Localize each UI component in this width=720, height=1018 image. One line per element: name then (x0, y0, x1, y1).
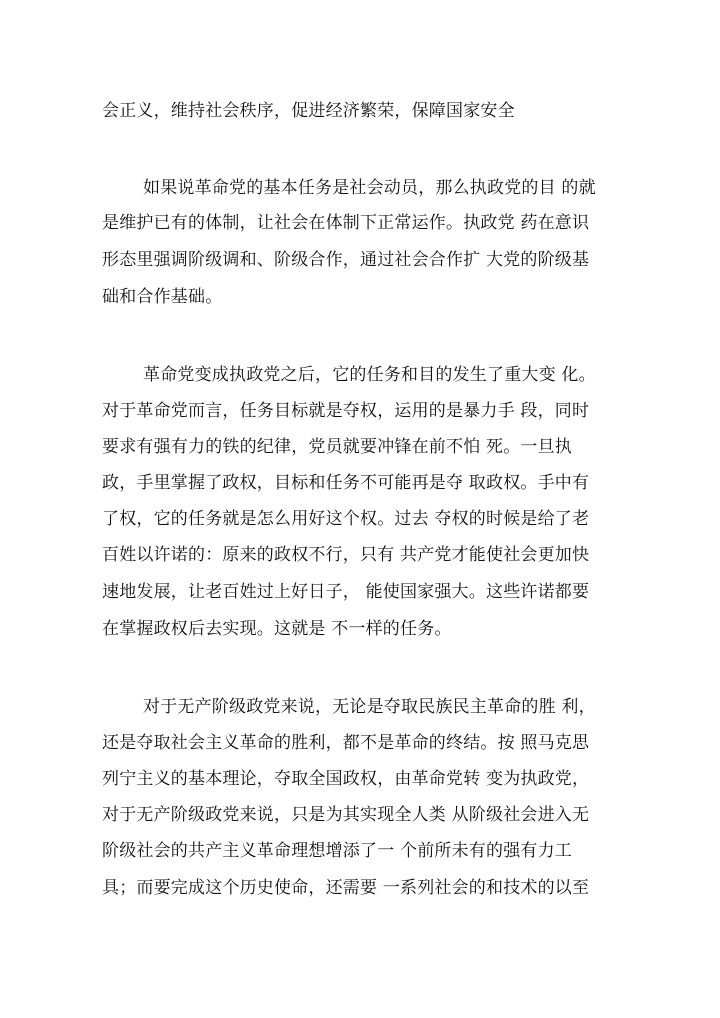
paragraph-3-line-5: 了权，它的任务就是怎么用好这个权。过去 夺权的时候是给了老 (102, 509, 590, 529)
paragraph-2-line-4: 础和合作基础。 (102, 287, 223, 307)
paragraph-4-line-1: 对于无产阶级政党来说，无论是夺取民族民主革命的胜 利， (143, 697, 596, 717)
paragraph-4-line-4: 对于无产阶级政党来说，只是为其实现全人类 从阶级社会进入无 (102, 805, 590, 825)
paragraph-3-line-8: 在掌握政权后去实现。这就是 不一样的任务。 (102, 619, 452, 639)
paragraph-3-line-7: 速地发展，让老百姓过上好日子， 能使国家强大。这些许诺都要 (102, 582, 590, 602)
paragraph-3-line-1: 革命党变成执政党之后，它的任务和目的发生了重大变 化。 (143, 365, 596, 385)
paragraph-2-line-3: 形态里强调阶级调和、阶级合作，通过社会合作扩 大党的阶级基 (102, 250, 590, 270)
paragraph-4-line-2: 还是夺取社会主义革命的胜利，都不是革命的终结。按 照马克思 (102, 733, 590, 753)
paragraph-4-line-3: 列宁主义的基本理论，夺取全国政权，由革命党转 变为执政党， (102, 769, 590, 789)
paragraph-4-line-6: 具；而要完成这个历史使命，还需要 一系列社会的和技术的以至 (102, 878, 590, 898)
paragraph-3-line-2: 对于革命党而言，任务目标就是夺权，运用的是暴力手 段，同时 (102, 401, 590, 421)
paragraph-1-line-1: 会正义，维持社会秩序，促进经济繁荣，保障国家安全 (102, 101, 515, 121)
paragraph-3-line-6: 百姓以许诺的：原来的政权不行，只有 共产党才能使社会更加快 (102, 545, 590, 565)
paragraph-3-line-4: 政，手里掌握了政权，目标和任务不可能再是夺 取政权。手中有 (102, 473, 590, 493)
paragraph-3-line-3: 要求有强有力的铁的纪律，党员就要冲锋在前不怕 死。一旦执 (102, 437, 573, 457)
paragraph-4-line-5: 阶级社会的共产主义革命理想增添了一 个前所未有的强有力工 (102, 841, 573, 861)
paragraph-2-line-2: 是维护已有的体制，让社会在体制下正常运作。执政党 药在意识 (102, 213, 590, 233)
paragraph-2-line-1: 如果说革命党的基本任务是社会动员，那么执政党的目 的就 (143, 178, 596, 198)
